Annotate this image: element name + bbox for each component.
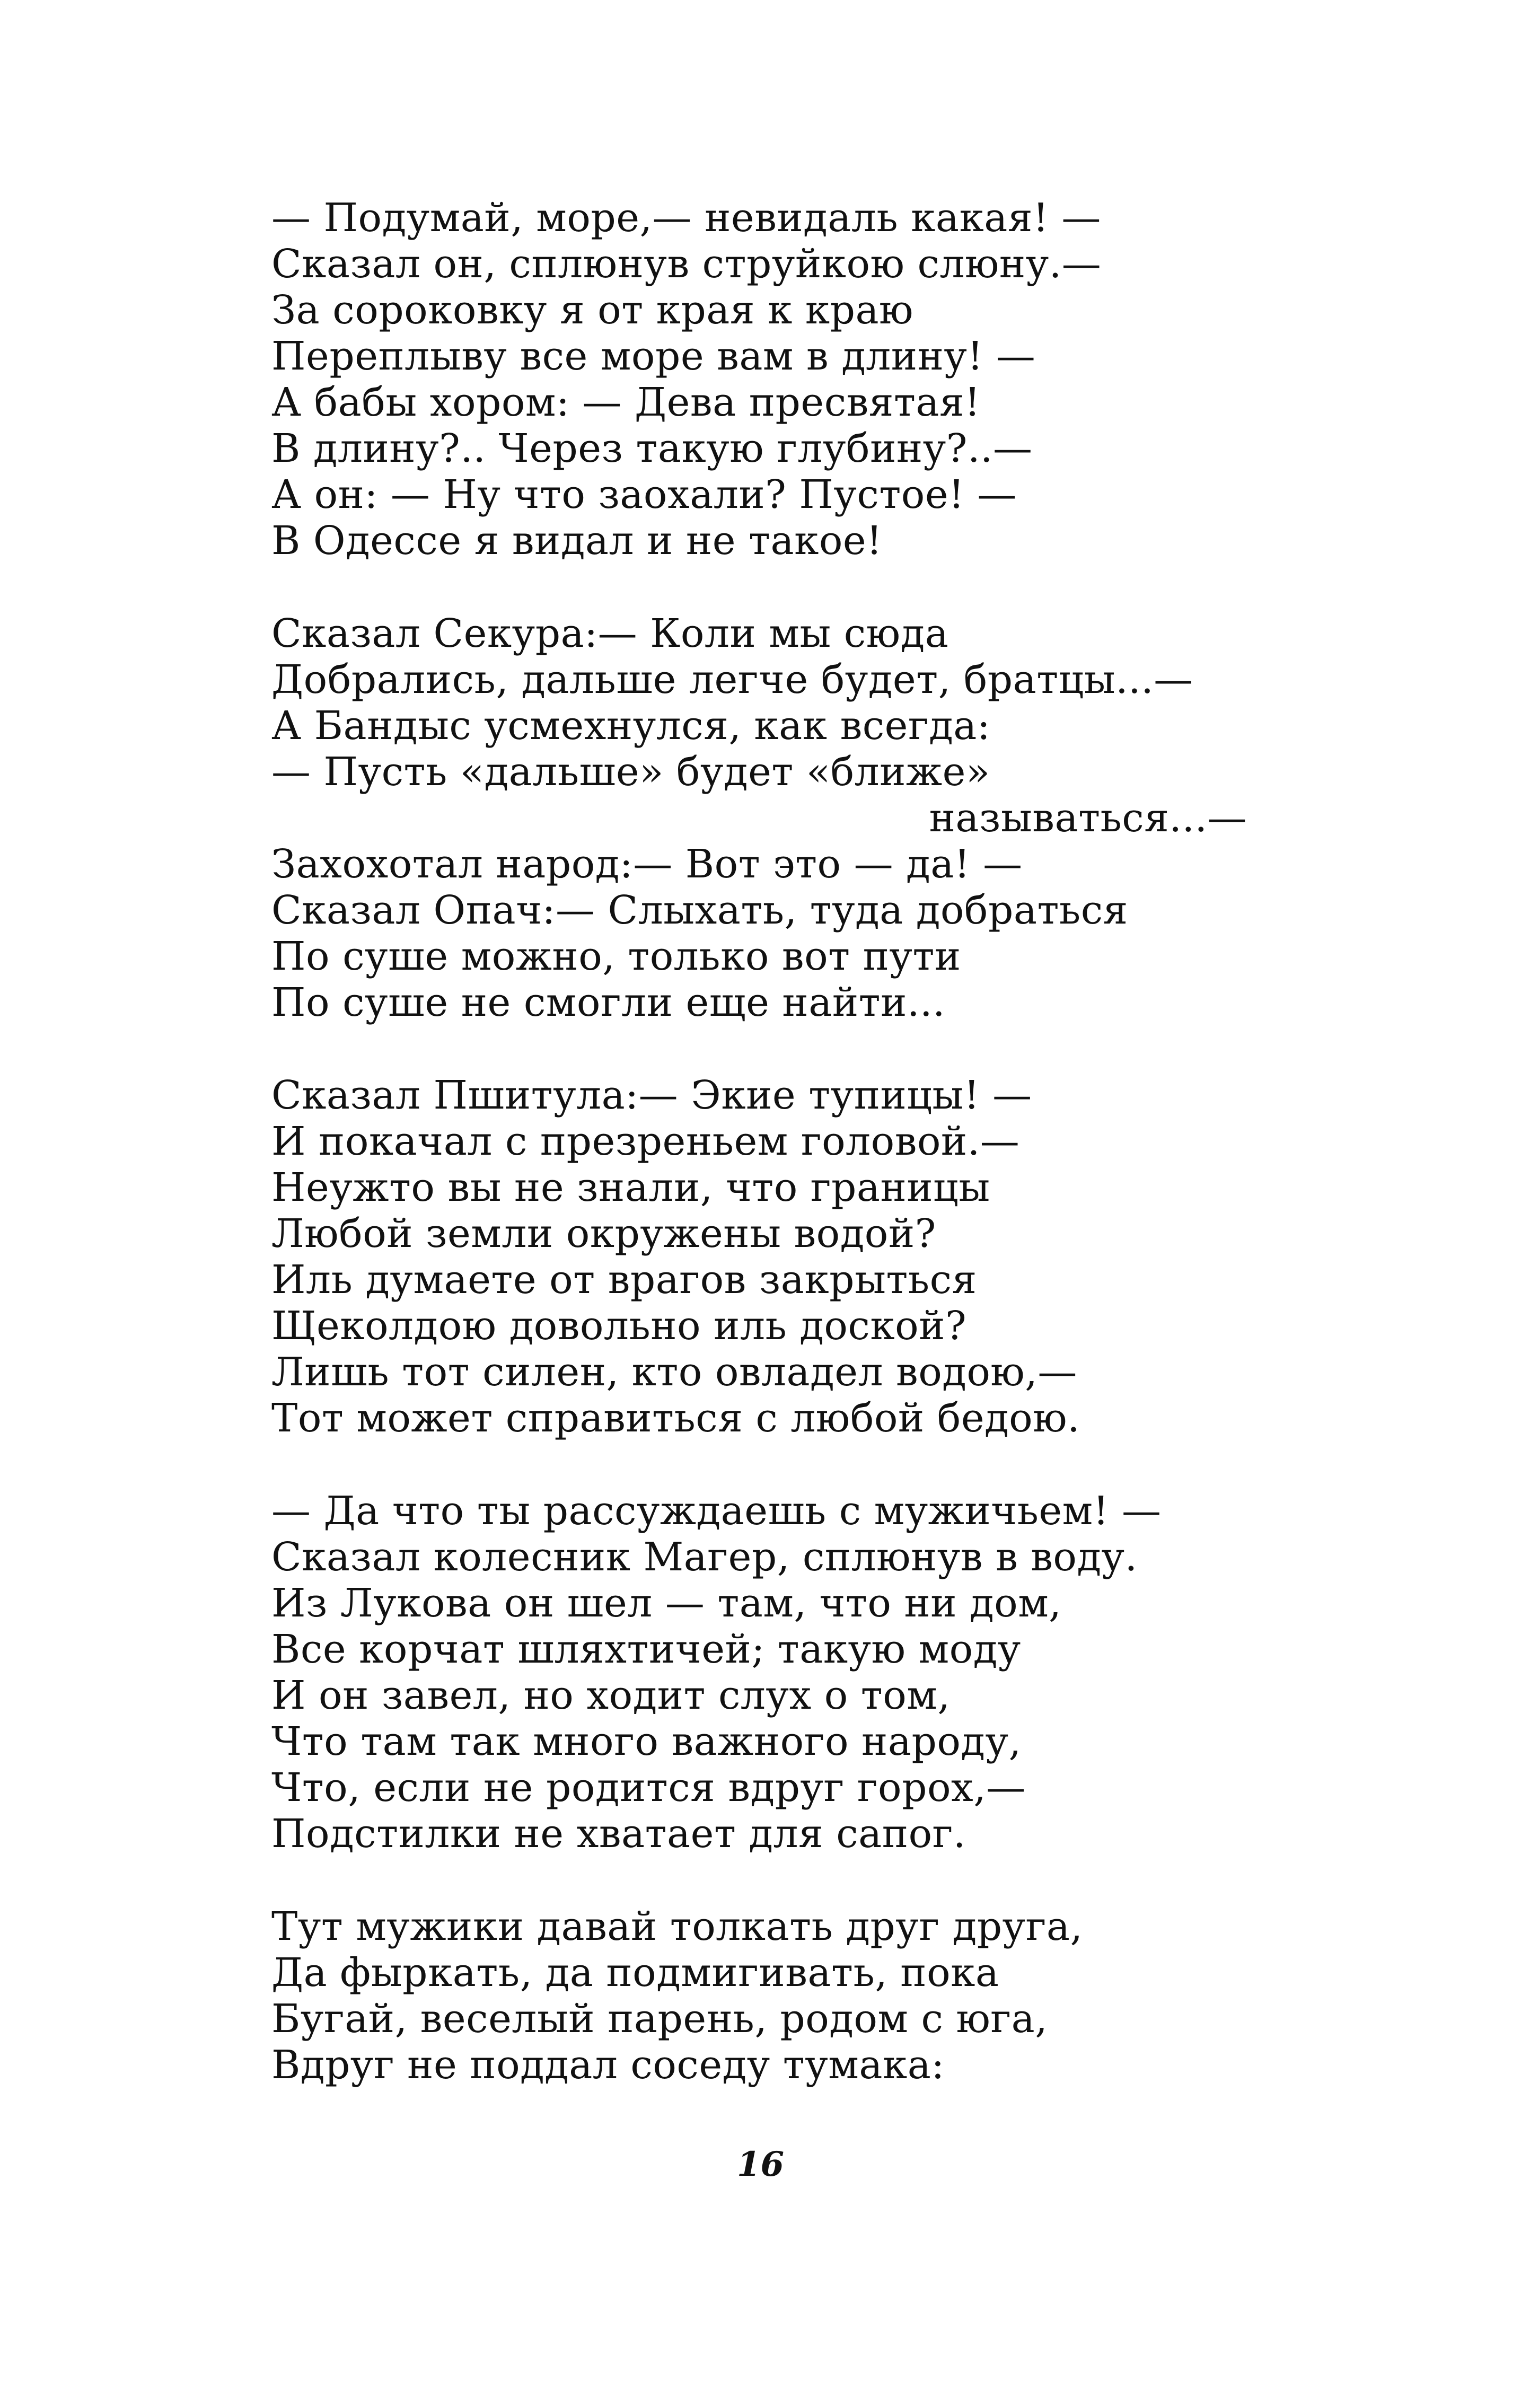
poem-line: Сказал колесник Магер, сплюнув в воду. <box>271 1534 1138 1580</box>
poem-line-continuation: называться...— <box>929 795 1247 841</box>
page-number: 16 <box>736 2145 785 2184</box>
poem-line: А он: — Ну что заохали? Пустое! — <box>271 472 1017 517</box>
poem-line: Лишь тот силен, кто овладел водою,— <box>271 1349 1077 1395</box>
poem-line: Любой земли окружены водой? <box>271 1211 936 1256</box>
poem-line: Вдруг не поддал соседу тумака: <box>271 2042 945 2088</box>
poem-line: — Да что ты рассуждаешь с мужичьем! — <box>271 1488 1162 1534</box>
poem-line: В длину?.. Через такую глубину?..— <box>271 426 1033 471</box>
poem-line: И покачал с презреньем головой.— <box>271 1119 1020 1164</box>
poem-line: — Пусть «дальше» будет «ближе» <box>271 749 990 795</box>
poem-line: За сороковку я от края к краю <box>271 287 914 333</box>
poem-line: Что, если не родится вдруг горох,— <box>271 1765 1026 1811</box>
poem-line: Бугай, веселый парень, родом с юга, <box>271 1996 1048 2042</box>
poem-line: По суше не смогли еще найти... <box>271 980 946 1025</box>
poem-line: Из Лукова он шел — там, что ни дом, <box>271 1580 1062 1626</box>
poem-line: Неужто вы не знали, что границы <box>271 1165 990 1210</box>
poem-line: По суше можно, только вот пути <box>271 934 961 979</box>
poem-line: Тот может справиться с любой бедою. <box>271 1395 1080 1441</box>
poem-line: Тут мужики давай толкать друг друга, <box>271 1904 1083 1949</box>
poem-line: А бабы хором: — Дева пресвятая! <box>271 380 981 425</box>
poem-line: Захохотал народ:— Вот это — да! — <box>271 841 1023 887</box>
poem-line: Переплыву все море вам в длину! — <box>271 333 1036 379</box>
poem-line: В Одессе я видал и не такое! <box>271 518 883 564</box>
poem-line: Подстилки не хватает для сапог. <box>271 1811 966 1857</box>
poem-line: Сказал Пшитула:— Экие тупицы! — <box>271 1073 1032 1118</box>
poem-line: Сказал Опач:— Слыхать, туда добраться <box>271 887 1128 933</box>
poem-line: Все корчат шляхтичей; такую моду <box>271 1627 1021 1672</box>
poem-line: Иль думаете от врагов закрыться <box>271 1257 977 1303</box>
stanza-3 <box>271 1073 1332 1442</box>
poem-line: Добрались, дальше легче будет, братцы...— <box>271 657 1193 702</box>
poem-line: — Подумай, море,— невидаль какая! — <box>271 195 1101 241</box>
stanza-2 <box>271 611 1332 1026</box>
poem-line: Щеколдою довольно иль доской? <box>271 1303 967 1349</box>
poem-line: Да фыркать, да подмигивать, пока <box>271 1950 999 1996</box>
poem-line: И он завел, но ходит слух о том, <box>271 1673 951 1718</box>
poem-line: Что там так много важного народу, <box>271 1719 1022 1764</box>
poem-body <box>271 195 1332 2135</box>
poem-line: Сказал он, сплюнув струйкою слюну.— <box>271 241 1102 287</box>
stanza-5 <box>271 1904 1332 2088</box>
stanza-4 <box>271 1488 1332 1857</box>
poem-line: Сказал Секура:— Коли мы сюда <box>271 611 949 656</box>
poem-line: А Бандыс усмехнулся, как всегда: <box>271 703 991 749</box>
stanza-1 <box>271 195 1332 564</box>
